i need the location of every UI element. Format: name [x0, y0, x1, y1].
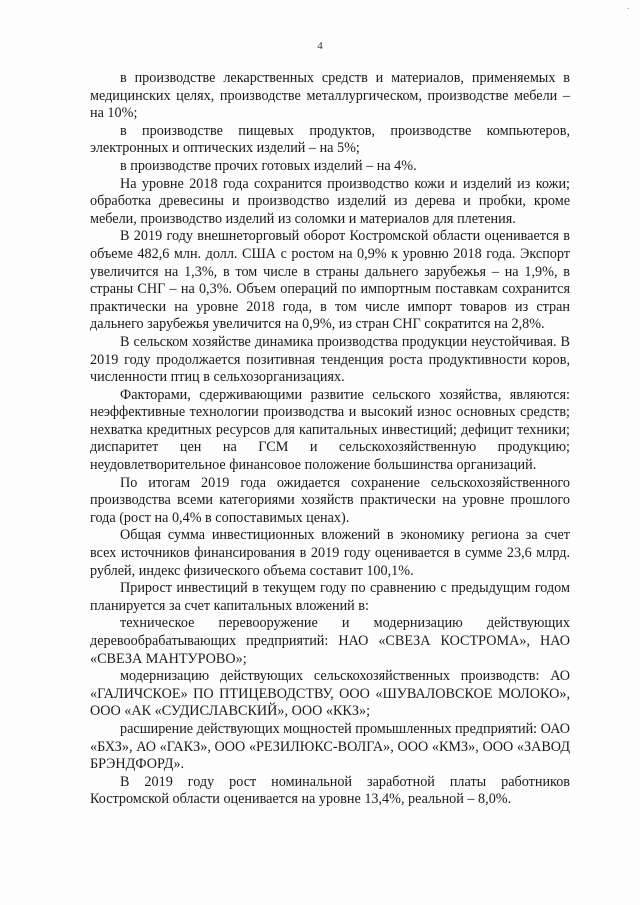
paragraph: Общая сумма инвестиционных вложений в экономику региона за счет всех источников финансирования в 2019 году оценивается в сумме 23,6 млрд. рублей, индекс физического объема составит 100,1%. — [90, 527, 570, 579]
paragraph: Прирост инвестиций в текущем году по сравнению с предыдущим годом планируется за счет капитальных вложений в: — [90, 580, 570, 614]
paragraph: В 2019 году рост номинальной заработной платы работников Костромской области оценивается на уровне 13,4%, реальной – 8,0%. — [90, 773, 570, 808]
paragraph: в производстве лекарственных средств и материалов, применяемых в медицинских целях, производстве металлургическом, производстве мебели – на 10%; — [90, 70, 570, 122]
corner-mark: · — [626, 4, 630, 15]
document-body — [90, 70, 570, 809]
paragraph: расширение действующих мощностей промышленных предприятий: ОАО «БХЗ», АО «ГАКЗ», ООО «РЕЗИЛЮКС-ВОЛГА», ООО «КМЗ», ООО «ЗАВОД БРЭНДФОРД». — [90, 720, 570, 773]
page-number: 4 — [317, 40, 323, 52]
paragraph: В сельском хозяйстве динамика производства продукции неустойчивая. В 2019 году продолжается позитивная тенденция роста продуктивности коров, численности птиц в сельхозорганизациях. — [90, 333, 570, 386]
paragraph: модернизацию действующих сельскохозяйственных производств: АО «ГАЛИЧСКОЕ» ПО ПТИЦЕВОДСТВУ, ООО «ШУВАЛОВСКОЕ МОЛОКО», ООО «АК «СУДИСЛАВСКИЙ», ООО «ККЗ»; — [90, 668, 570, 720]
paragraph: В 2019 году внешнеторговый оборот Костромской области оценивается в объеме 482,6 млн. долл. США с ростом на 0,9% к уровню 2018 года. Экспорт увеличится на 1,3%, в том числе в страны дальнего зарубежья – на 1,9%, в страны СНГ – на 0,3%. Объем операций по импортным поставкам сохранится практически на уровне 2018 года, в том числе импорт товаров из стран дальнего зарубежья увеличится на 0,9%, из стран СНГ сократится на 2,8%. — [90, 228, 570, 333]
paragraph: в производстве пищевых продуктов, производстве компьютеров, электронных и оптических изделий – на 5%; — [90, 122, 570, 157]
paragraph: На уровне 2018 года сохранится производство кожи и изделий из кожи; обработка древесины и производство изделий из дерева и пробки, кроме мебели, производство изделий из соломки и материалов для плетения. — [90, 175, 570, 227]
paragraph: в производстве прочих готовых изделий – на 4%. — [120, 157, 417, 174]
paragraph: По итогам 2019 года ожидается сохранение сельскохозяйственного производства всеми категориями хозяйств практически на уровне прошлого года (рост на 0,4% в сопоставимых ценах). — [90, 474, 570, 526]
paragraph: Факторами, сдерживающими развитие сельского хозяйства, являются: неэффективные технологии производства и высокий износ основных средств; нехватка кредитных ресурсов для капитальных инвестиций; дефицит техники; диспаритет цен на ГСМ и сельскохозяйственную продукцию; неудовлетворительное финансовое положение большинства организаций. — [90, 386, 570, 474]
paragraph: техническое перевооружение и модернизацию действующих деревообрабатывающих предприятий: НАО «СВЕЗА КОСТРОМА», НАО «СВЕЗА МАНТУРОВО»; — [90, 615, 570, 667]
